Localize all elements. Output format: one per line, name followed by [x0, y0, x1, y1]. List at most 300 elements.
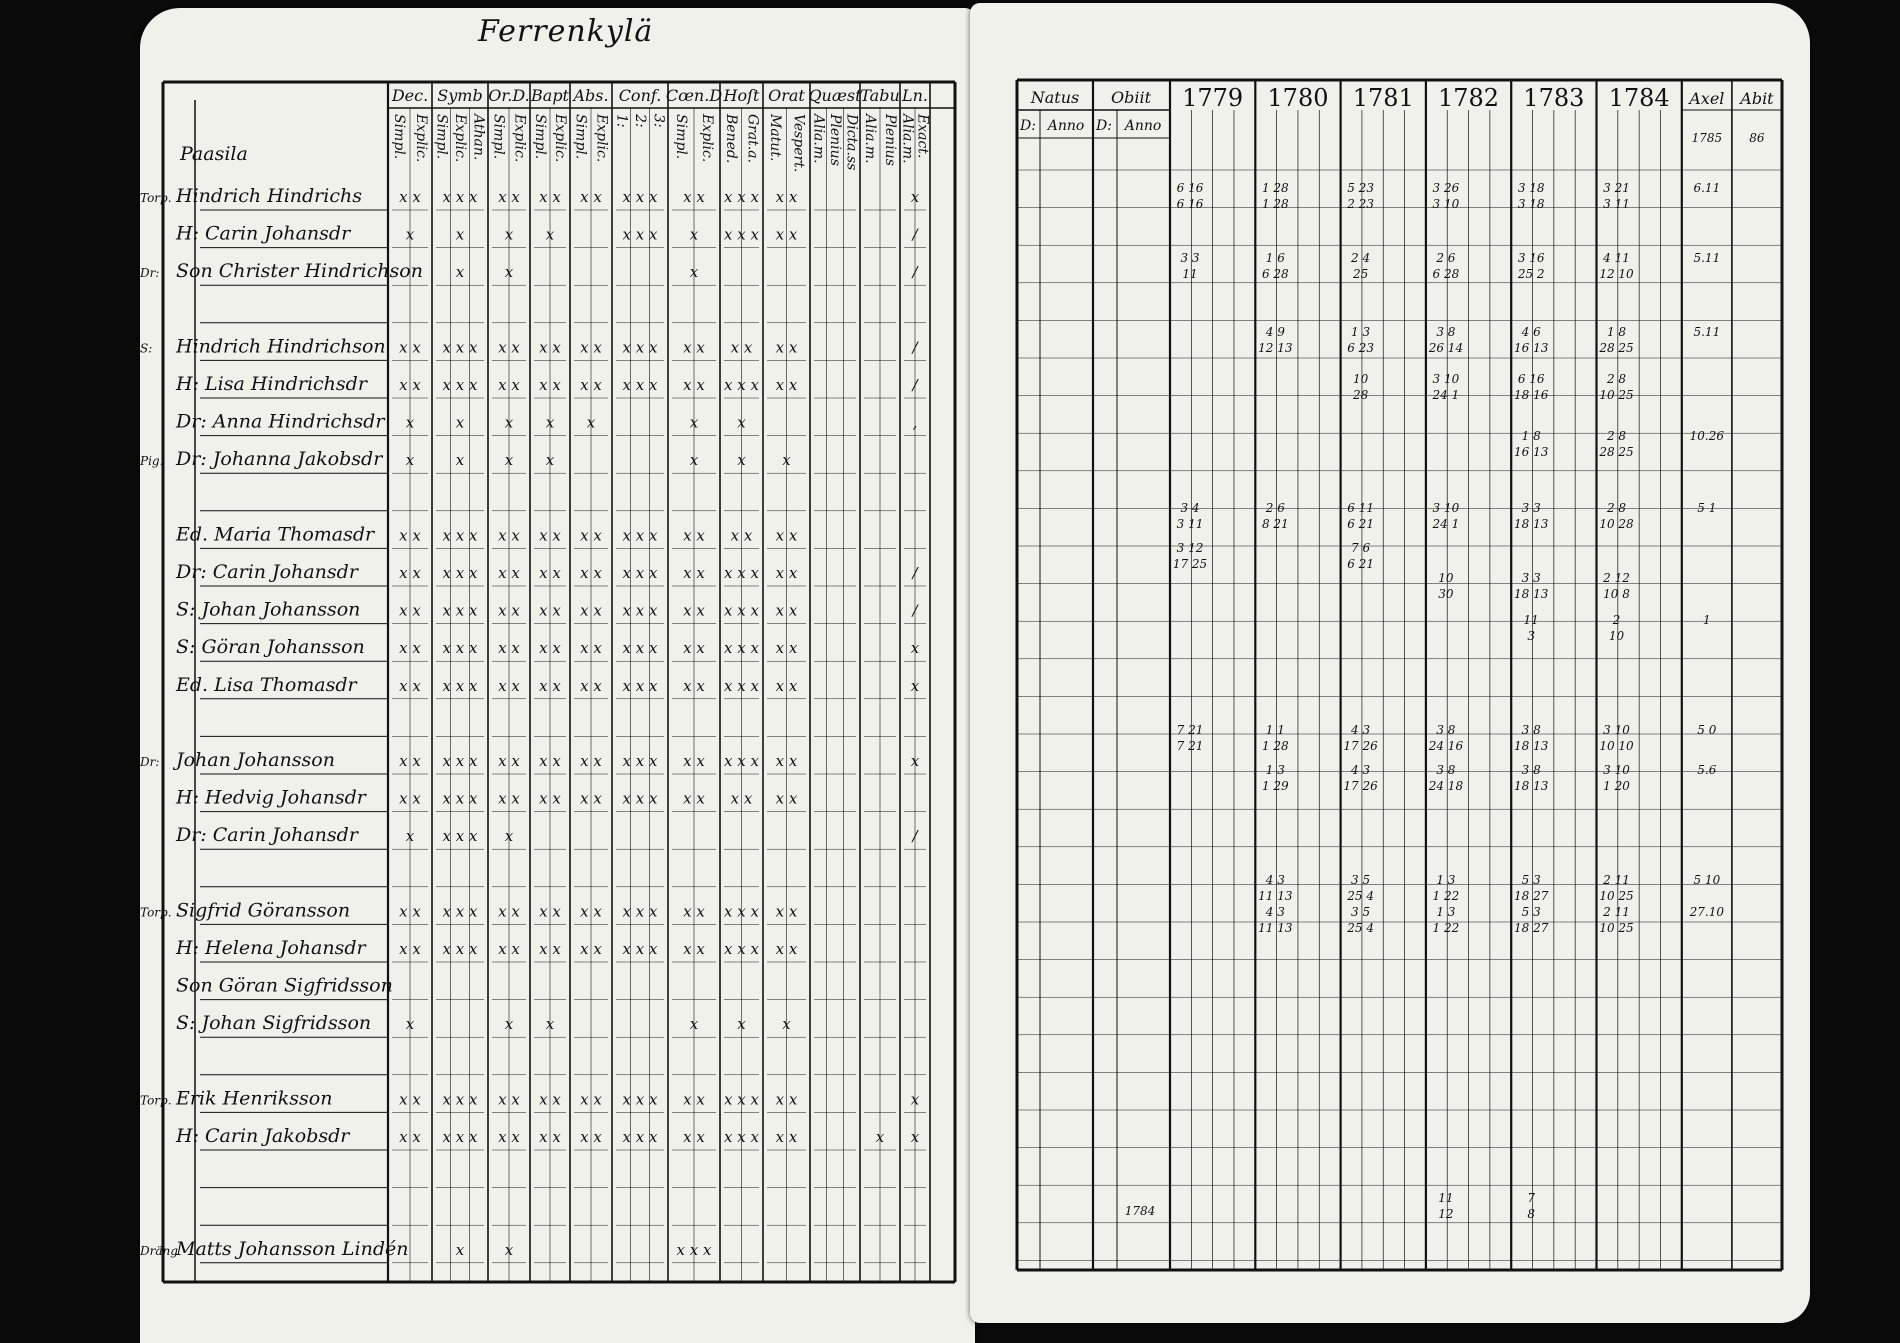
attendance-month: 6 28	[1261, 267, 1289, 281]
attendance-month: 18 13	[1514, 517, 1549, 531]
column-header-7: Cœn.D	[665, 86, 723, 105]
attendance-day: 4 3	[1265, 873, 1285, 887]
attendance-day: 10	[1352, 372, 1369, 386]
person-name: Dr: Johanna Jakobsdr	[176, 448, 383, 471]
attendance-day: 11	[1438, 1191, 1454, 1205]
catechism-mark: x x	[498, 188, 520, 206]
attendance-month: 17 26	[1343, 739, 1378, 753]
catechism-mark: x x	[580, 188, 602, 206]
person-name: S: Johan Sigfridsson	[176, 1012, 372, 1035]
catechism-mark: x	[405, 451, 415, 470]
attendance-day: 2	[1612, 613, 1621, 627]
catechism-mark: x x	[498, 376, 520, 394]
catechism-mark: x x	[683, 526, 705, 545]
row-role: Dr:	[140, 266, 160, 281]
attendance-month: 10 28	[1599, 517, 1634, 531]
catechism-mark: x x	[580, 752, 602, 770]
natus-label: Natus	[1030, 88, 1080, 107]
catechism-mark: x x	[399, 902, 421, 921]
person-name: H: Lisa Hindrichsdr	[176, 373, 367, 395]
row-role: Torp.	[140, 905, 172, 920]
catechism-mark: x x	[775, 676, 798, 695]
catechism-mark: x x x	[442, 1090, 478, 1109]
attendance-day: 10	[1438, 571, 1454, 585]
catechism-mark: x	[910, 1090, 920, 1109]
catechism-mark: x x	[498, 1090, 520, 1109]
year-header: 1784	[1608, 84, 1670, 112]
catechism-mark: x x	[399, 564, 421, 582]
catechism-mark: x x x	[724, 376, 759, 394]
attendance-month: 1 20	[1603, 779, 1630, 793]
catechism-mark: x	[737, 451, 746, 470]
attendance-day: 2 8	[1606, 501, 1627, 515]
attendance-month: 17 25	[1172, 557, 1208, 571]
catechism-mark: x x x	[442, 639, 478, 658]
catechism-mark: x	[689, 451, 699, 470]
row-role: Pig.	[140, 454, 164, 469]
attendance-day: 3 5	[1351, 873, 1371, 887]
attendance-month: 18 13	[1514, 587, 1549, 601]
attendance-day: 2 8	[1606, 372, 1627, 386]
attendance-day: 3 12	[1176, 541, 1204, 555]
catechism-mark: x x	[580, 789, 602, 808]
attendance-day: 1 3	[1436, 873, 1456, 887]
attendance-month: 6 21	[1347, 557, 1374, 571]
attendance-month: 3 10	[1432, 197, 1460, 211]
catechism-mark: x x x	[724, 601, 759, 620]
obiit-anno-label: Anno	[1124, 118, 1162, 134]
column-header-3: Or.D.	[488, 86, 530, 105]
catechism-mark: x x	[683, 940, 705, 958]
catechism-mark: x x	[539, 526, 561, 545]
attendance-month: 3 11	[1176, 517, 1204, 531]
axel-entry: 5.11	[1693, 251, 1721, 265]
person-name: H: Hedvig Johansdr	[176, 786, 366, 809]
attendance-month: 10	[1608, 629, 1625, 643]
catechism-mark: x	[545, 413, 555, 432]
column-subheader: Plenius	[882, 114, 898, 166]
catechism-mark: x x x	[622, 376, 658, 394]
catechism-mark: x	[910, 752, 920, 770]
catechism-mark: x	[782, 1015, 791, 1034]
attendance-month: 18 13	[1514, 739, 1549, 753]
attendance-month: 24 16	[1428, 739, 1464, 753]
column-header-12: Ln.	[901, 86, 929, 105]
attendance-month: 18 13	[1514, 779, 1549, 793]
catechism-mark: x	[737, 413, 746, 432]
catechism-mark: x x	[775, 338, 798, 357]
column-subheader: Matut.	[766, 114, 783, 162]
catechism-mark: x x	[775, 526, 798, 545]
attendance-day: 1 1	[1265, 723, 1285, 737]
attendance-month: 1 28	[1261, 197, 1289, 211]
person-name: S: Johan Johansson	[176, 598, 361, 621]
column-subheader: Explic.	[413, 114, 429, 163]
catechism-mark: x x	[498, 752, 520, 770]
attendance-day: 2 6	[1265, 501, 1285, 515]
attendance-day: 3 8	[1521, 763, 1541, 777]
attendance-day: 3 8	[1521, 723, 1541, 737]
attendance-month: 24 18	[1428, 779, 1464, 793]
catechism-mark: x	[405, 827, 415, 846]
catechism-mark: x x	[775, 1128, 798, 1146]
catechism-mark: x x	[580, 1128, 602, 1146]
catechism-mark: x x	[399, 188, 421, 206]
attendance-day: 6 11	[1347, 501, 1374, 515]
year-header: 1781	[1352, 84, 1414, 112]
person-name: H: Helena Johansdr	[176, 937, 366, 959]
catechism-mark: x x	[683, 752, 705, 770]
catechism-mark: x x x	[622, 940, 658, 958]
attendance-month: 18 27	[1514, 921, 1549, 935]
attendance-month: 10 10	[1599, 739, 1634, 753]
column-header-8: Hoſt	[723, 86, 760, 105]
person-name: Johan Johansson	[176, 749, 335, 771]
catechism-mark: x x x	[676, 1240, 712, 1259]
attendance-month: 16 13	[1514, 445, 1549, 459]
catechism-mark: x x	[580, 902, 602, 921]
person-name: S: Göran Johansson	[176, 636, 365, 659]
catechism-mark: x	[689, 413, 699, 432]
catechism-mark: x x	[498, 789, 520, 808]
axel-entry: 27.10	[1689, 905, 1725, 919]
catechism-mark: x x x	[622, 789, 658, 808]
catechism-mark: /	[912, 564, 918, 582]
catechism-mark: x x	[539, 789, 561, 808]
catechism-mark: x x	[498, 940, 520, 958]
catechism-mark: x x	[580, 526, 602, 545]
attendance-day: 3 10	[1432, 501, 1460, 515]
column-subheader: Bened.	[722, 114, 739, 164]
person-name: Erik Henriksson	[176, 1087, 333, 1110]
catechism-mark: x x	[399, 601, 421, 620]
attendance-day: 4 3	[1351, 723, 1371, 737]
attendance-month: 10 8	[1603, 587, 1630, 601]
attendance-month: 3 18	[1517, 197, 1545, 211]
attendance-month: 25 4	[1347, 921, 1374, 935]
column-subheader: Explic.	[552, 114, 568, 163]
catechism-mark: x	[405, 413, 415, 432]
attendance-month: 30	[1438, 587, 1454, 601]
attendance-day: 7 21	[1176, 723, 1204, 737]
column-subheader: Simpl.	[532, 114, 548, 160]
attendance-month: 8 21	[1261, 517, 1289, 531]
catechism-mark: x x	[539, 639, 561, 658]
attendance-day: 3 10	[1603, 723, 1630, 737]
catechism-mark: x x x	[622, 1090, 658, 1109]
catechism-mark: x	[504, 451, 514, 470]
catechism-mark: x x	[498, 676, 520, 695]
catechism-mark: x x	[683, 601, 705, 620]
catechism-mark: x	[405, 1015, 415, 1034]
attendance-day: 6 16	[1176, 181, 1204, 195]
catechism-mark: x x x	[724, 940, 759, 958]
natus-d-label: D:	[1020, 118, 1036, 134]
column-subheader: Simpl.	[391, 114, 407, 160]
attendance-day: 2 4	[1351, 251, 1371, 265]
axel-entry: 5.6	[1697, 763, 1717, 777]
axel-entry: 5.11	[1693, 325, 1721, 339]
person-name: Hindrich Hindrichs	[176, 185, 362, 207]
page-heading: Ferrenkylä	[478, 14, 654, 49]
column-subheader: Explic.	[452, 114, 468, 163]
person-name: Hindrich Hindrichson	[176, 335, 386, 358]
catechism-mark: x	[910, 1128, 920, 1146]
catechism-mark: x x x	[724, 1128, 759, 1146]
attendance-day: 1 3	[1351, 325, 1371, 339]
catechism-mark: x x	[399, 338, 421, 357]
catechism-mark: x x x	[622, 526, 658, 545]
attendance-day: 6 16	[1517, 372, 1545, 386]
catechism-mark: x	[737, 1015, 746, 1034]
catechism-mark: x	[586, 413, 596, 432]
catechism-mark: x x	[498, 526, 520, 545]
catechism-mark: x x	[399, 940, 421, 958]
catechism-mark: x x	[775, 639, 798, 658]
catechism-mark: x	[504, 225, 514, 244]
catechism-mark: x	[545, 225, 555, 244]
catechism-mark: x	[875, 1128, 885, 1146]
catechism-mark: x x	[539, 338, 561, 357]
attendance-day: 7 6	[1351, 541, 1371, 555]
catechism-mark: x x	[498, 564, 520, 582]
attendance-month: 12 10	[1599, 267, 1634, 281]
column-header-11: Tabu	[860, 86, 900, 105]
catechism-mark: x	[782, 451, 791, 470]
column-subheader: Simpl.	[572, 114, 589, 160]
axel-label: Axel	[1689, 89, 1725, 108]
catechism-mark: /	[912, 263, 918, 282]
column-header-5: Abs.	[573, 86, 609, 105]
column-subheader: Alia.m.	[862, 114, 878, 164]
catechism-mark: x x	[498, 1128, 520, 1146]
catechism-mark: x x	[775, 188, 798, 206]
catechism-mark: x	[455, 225, 465, 244]
catechism-mark: x x	[539, 1090, 561, 1109]
attendance-day: 3 8	[1436, 723, 1456, 737]
catechism-mark: x x x	[442, 676, 478, 695]
attendance-month: 1 28	[1261, 739, 1289, 753]
catechism-mark: x	[689, 225, 699, 244]
catechism-mark: x x	[399, 789, 421, 808]
catechism-mark: x	[504, 413, 514, 432]
catechism-mark: x x	[683, 639, 705, 658]
catechism-mark: x x x	[442, 940, 478, 958]
attendance-month: 26 14	[1428, 341, 1464, 355]
attendance-day: 3 21	[1603, 181, 1630, 195]
person-name: Matts Johansson Lindén	[176, 1237, 409, 1260]
column-subheader: 1:	[613, 114, 630, 128]
attendance-day: 3 26	[1432, 181, 1460, 195]
catechism-mark: x x	[498, 902, 520, 921]
attendance-month: 18 27	[1514, 889, 1549, 903]
catechism-mark: x x	[775, 1090, 798, 1109]
column-subheader: Alia.m.	[810, 114, 827, 164]
attendance-month: 6 16	[1176, 197, 1204, 211]
catechism-mark: x x	[683, 1090, 705, 1109]
attendance-month: 25	[1352, 267, 1369, 281]
catechism-mark: x x	[539, 188, 561, 206]
catechism-mark: x x x	[724, 639, 759, 658]
attendance-day: 5 23	[1347, 181, 1374, 195]
attendance-month: 3	[1527, 629, 1536, 643]
column-subheader: Simpl.	[433, 114, 450, 160]
attendance-month: 6 28	[1432, 267, 1460, 281]
catechism-mark: /	[912, 827, 918, 846]
axel-entry: 5 0	[1697, 723, 1717, 737]
person-name: Dr: Carin Johansdr	[176, 561, 358, 583]
catechism-mark: x x	[399, 752, 421, 770]
attendance-month: 28 25	[1599, 445, 1634, 459]
attendance-day: 3 5	[1351, 905, 1371, 919]
catechism-mark: x x	[539, 601, 561, 620]
person-name: H: Carin Johansdr	[176, 222, 351, 245]
catechism-mark: /	[912, 225, 918, 244]
attendance-month: 28 25	[1599, 341, 1634, 355]
catechism-mark: x x x	[442, 752, 478, 770]
catechism-mark: x x	[775, 752, 798, 770]
column-subheader: Explic.	[593, 114, 610, 163]
attendance-month: 10 25	[1599, 921, 1634, 935]
catechism-mark: x x	[683, 902, 705, 921]
axel-entry: 10.26	[1689, 429, 1725, 443]
row-role: Dr:	[140, 755, 160, 769]
attendance-day: 2 12	[1603, 571, 1630, 585]
attendance-month: 6 23	[1347, 341, 1374, 355]
person-name: Dr: Carin Johansdr	[176, 824, 358, 847]
row-role: Torp.	[140, 191, 172, 205]
attendance-day: 4 9	[1265, 325, 1285, 339]
catechism-mark: x x	[580, 1090, 602, 1109]
catechism-mark: x x	[775, 601, 798, 620]
attendance-month: 12	[1438, 1207, 1454, 1221]
attendance-day: 1 3	[1265, 763, 1285, 777]
catechism-mark: x x	[539, 940, 561, 958]
catechism-mark: x x x	[724, 902, 759, 921]
attendance-month: 25 2	[1517, 267, 1545, 281]
attendance-month: 17 26	[1343, 779, 1378, 793]
person-name: Ed. Lisa Thomasdr	[176, 673, 357, 696]
person-name: Son Göran Sigfridsson	[176, 974, 393, 997]
attendance-day: 3 16	[1517, 251, 1545, 265]
catechism-mark: x x x	[724, 564, 759, 582]
attendance-month: 1 22	[1432, 889, 1460, 903]
attendance-day: 3 18	[1517, 181, 1545, 195]
catechism-mark: x x	[683, 789, 705, 808]
obiit-label: Obiit	[1110, 88, 1152, 107]
catechism-mark: x x	[730, 789, 753, 808]
catechism-mark: x x	[498, 601, 520, 620]
catechism-mark: x x x	[442, 1128, 478, 1146]
catechism-mark: x	[455, 263, 465, 282]
attendance-month: 1 22	[1432, 921, 1460, 935]
person-name: Ed. Maria Thomasdr	[176, 523, 375, 546]
catechism-mark: x x	[580, 601, 602, 620]
catechism-mark: x x x	[724, 1090, 759, 1109]
column-subheader: Dicta.ss	[843, 114, 860, 171]
catechism-mark: x x	[539, 376, 561, 394]
attendance-day: 1 8	[1606, 325, 1627, 339]
catechism-mark: x x x	[622, 188, 658, 206]
catechism-mark: x	[910, 676, 920, 695]
catechism-mark: x x x	[442, 789, 478, 808]
attendance-day: 3 10	[1432, 372, 1460, 386]
attendance-day: 2 8	[1606, 429, 1627, 443]
attendance-day: 3 3	[1521, 571, 1541, 585]
catechism-mark: x	[455, 413, 465, 432]
catechism-mark: x x x	[442, 902, 478, 921]
attendance-month: 10 25	[1599, 388, 1634, 402]
row-role: S:	[140, 341, 153, 356]
catechism-mark: x x x	[442, 376, 478, 394]
attendance-month: 11 13	[1258, 889, 1293, 903]
year-header: 1783	[1523, 84, 1585, 112]
catechism-mark: x x	[580, 338, 602, 357]
person-name: H: Carin Jakobsdr	[176, 1125, 350, 1147]
attendance-month: 7 21	[1176, 739, 1204, 753]
catechism-mark: x x	[775, 225, 798, 244]
catechism-mark: /	[912, 376, 918, 394]
catechism-mark: x x	[580, 676, 602, 695]
attendance-day: 5 3	[1521, 873, 1541, 887]
catechism-mark: x x x	[442, 338, 478, 357]
year-header: 1780	[1267, 84, 1329, 112]
catechism-mark: x x x	[442, 188, 478, 206]
column-subheader: Simpl.	[673, 114, 689, 160]
attendance-month: 11 13	[1258, 921, 1293, 935]
year-header: 1779	[1182, 84, 1244, 112]
obiit-d-label: D:	[1096, 118, 1112, 134]
attendance-month: 3 11	[1603, 197, 1630, 211]
catechism-mark: x x	[580, 564, 602, 582]
catechism-mark: x x x	[622, 639, 658, 658]
attendance-month: 25 4	[1347, 889, 1374, 903]
catechism-mark: x x	[683, 564, 705, 582]
attendance-day: 1 6	[1265, 251, 1285, 265]
attendance-month: 28	[1352, 388, 1369, 402]
village-name: Paasila	[180, 143, 248, 165]
attendance-day: 4 11	[1603, 251, 1630, 265]
catechism-mark: x	[405, 225, 415, 244]
natus-anno-label: Anno	[1047, 118, 1085, 134]
abit-label: Abit	[1740, 89, 1774, 108]
attendance-month: 24 1	[1432, 388, 1460, 402]
catechism-mark: x	[455, 1240, 465, 1259]
column-subheader: Plenius	[827, 114, 843, 166]
catechism-mark: x x	[399, 676, 421, 695]
catechism-mark: x x	[683, 1128, 705, 1146]
attendance-day: 3 3	[1180, 251, 1200, 265]
column-subheader: Athan.	[470, 114, 487, 161]
catechism-mark: x x x	[622, 564, 658, 582]
catechism-mark: x x	[580, 940, 602, 958]
column-subheader: Grat.a.	[744, 114, 761, 164]
catechism-mark: x x	[683, 338, 705, 357]
attendance-day: 3 8	[1436, 763, 1456, 777]
column-header-10: Quæst	[808, 86, 862, 105]
catechism-mark: x x x	[622, 1128, 658, 1146]
attendance-day: 1 28	[1261, 181, 1289, 195]
catechism-mark: x x x	[442, 827, 478, 846]
catechism-mark: /	[912, 601, 918, 620]
catechism-mark: x	[504, 1015, 514, 1034]
catechism-mark: x x	[683, 376, 705, 394]
catechism-mark: x x	[539, 902, 561, 921]
person-name: Dr: Anna Hindrichsdr	[176, 410, 385, 433]
catechism-mark: /	[912, 338, 918, 357]
column-header-4: Bapt	[531, 86, 569, 105]
column-subheader: Vespert.	[790, 114, 807, 173]
